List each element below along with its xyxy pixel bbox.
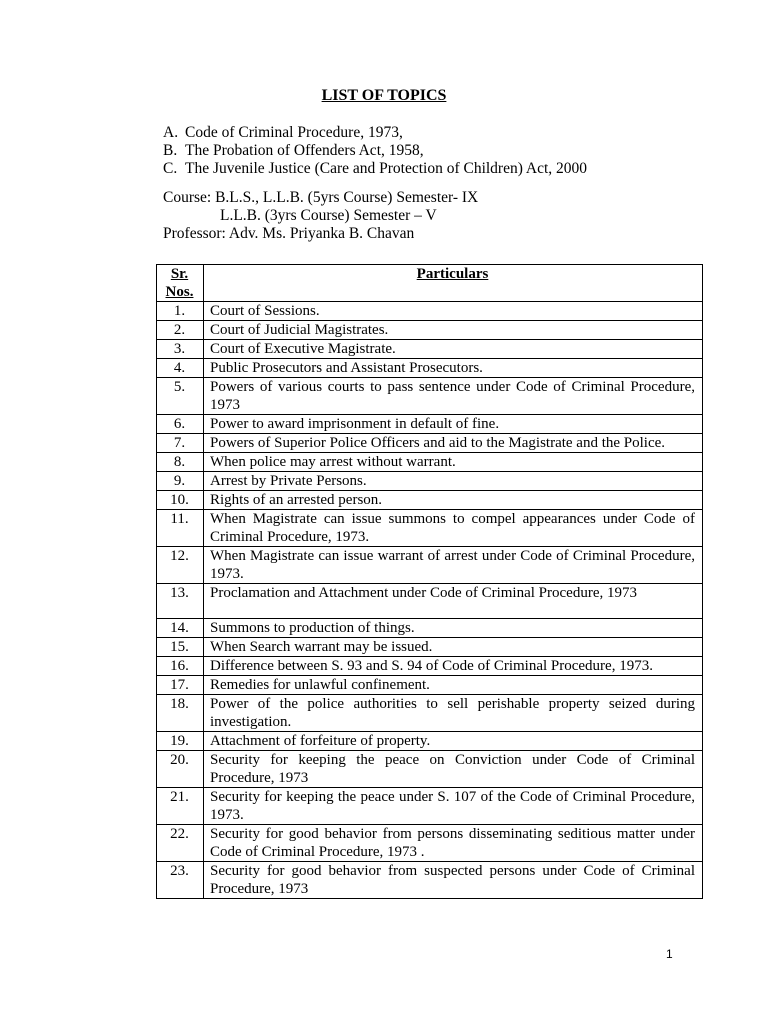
row-topic: When Search warrant may be issued. bbox=[204, 638, 703, 657]
table-row bbox=[157, 638, 703, 657]
table-row bbox=[157, 302, 703, 321]
table-row bbox=[157, 695, 703, 732]
row-number: 10. bbox=[157, 491, 204, 510]
topics-table bbox=[156, 264, 703, 899]
act-item-a bbox=[163, 124, 587, 142]
row-topic: When police may arrest without warrant. bbox=[204, 453, 703, 472]
table-row bbox=[157, 676, 703, 695]
row-number: 20. bbox=[157, 751, 204, 788]
row-topic: Powers of Superior Police Officers and aid to the Magistrate and the Police. bbox=[204, 434, 703, 453]
page-title: LIST OF TOPICS bbox=[321, 87, 447, 104]
row-topic: Security for good behavior from suspected persons under Code of Criminal Procedure, 1973 bbox=[204, 862, 703, 899]
row-number: 4. bbox=[157, 359, 204, 378]
act-item-b bbox=[163, 142, 587, 160]
row-topic: Power of the police authorities to sell perishable property seized during investigation. bbox=[204, 695, 703, 732]
course-line-2: L.L.B. (3yrs Course) Semester – V bbox=[220, 207, 437, 224]
header-particulars: Particulars bbox=[204, 265, 703, 302]
row-topic: Attachment of forfeiture of property. bbox=[204, 732, 703, 751]
row-number: 3. bbox=[157, 340, 204, 359]
row-number: 1. bbox=[157, 302, 204, 321]
table-row bbox=[157, 453, 703, 472]
row-number: 14. bbox=[157, 619, 204, 638]
row-number: 9. bbox=[157, 472, 204, 491]
act-title: Code of Criminal Procedure, 1973, bbox=[185, 124, 403, 141]
table-row bbox=[157, 340, 703, 359]
professor-line: Professor: Adv. Ms. Priyanka B. Chavan bbox=[163, 225, 415, 242]
row-number: 7. bbox=[157, 434, 204, 453]
row-topic: Powers of various courts to pass sentence under Code of Criminal Procedure, 1973 bbox=[204, 378, 703, 415]
table-row bbox=[157, 619, 703, 638]
row-topic: Summons to production of things. bbox=[204, 619, 703, 638]
table-row bbox=[157, 359, 703, 378]
table-row bbox=[157, 321, 703, 340]
row-number: 5. bbox=[157, 378, 204, 415]
page-number: 1 bbox=[666, 947, 673, 961]
act-item-c bbox=[163, 160, 587, 178]
row-number: 16. bbox=[157, 657, 204, 676]
row-topic: Court of Judicial Magistrates. bbox=[204, 321, 703, 340]
row-topic: When Magistrate can issue summons to compel appearances under Code of Criminal Procedure, 1973. bbox=[204, 510, 703, 547]
table-row bbox=[157, 434, 703, 453]
row-topic: Court of Sessions. bbox=[204, 302, 703, 321]
act-title: The Probation of Offenders Act, 1958, bbox=[185, 142, 424, 159]
row-number: 17. bbox=[157, 676, 204, 695]
header-sr-nos: Sr. Nos. bbox=[157, 265, 204, 302]
act-title: The Juvenile Justice (Care and Protection of Children) Act, 2000 bbox=[185, 160, 588, 177]
row-topic: Security for keeping the peace on Conviction under Code of Criminal Procedure, 1973 bbox=[204, 751, 703, 788]
row-number: 11. bbox=[157, 510, 204, 547]
table-row bbox=[157, 510, 703, 547]
row-topic: Court of Executive Magistrate. bbox=[204, 340, 703, 359]
row-topic: Arrest by Private Persons. bbox=[204, 472, 703, 491]
table-row bbox=[157, 472, 703, 491]
row-topic: When Magistrate can issue warrant of arrest under Code of Criminal Procedure, 1973. bbox=[204, 547, 703, 584]
table-row bbox=[157, 657, 703, 676]
table-row bbox=[157, 491, 703, 510]
table-row bbox=[157, 547, 703, 584]
row-number: 8. bbox=[157, 453, 204, 472]
row-topic: Security for keeping the peace under S. 107 of the Code of Criminal Procedure, 1973. bbox=[204, 788, 703, 825]
row-number: 2. bbox=[157, 321, 204, 340]
table-row bbox=[157, 415, 703, 434]
row-number: 12. bbox=[157, 547, 204, 584]
table-row bbox=[157, 378, 703, 415]
row-topic: Security for good behavior from persons disseminating seditious matter under Code of Criminal Procedure, 1973 . bbox=[204, 825, 703, 862]
table-row bbox=[157, 788, 703, 825]
row-topic: Remedies for unlawful confinement. bbox=[204, 676, 703, 695]
row-number: 15. bbox=[157, 638, 204, 657]
acts-list bbox=[163, 124, 587, 178]
act-letter: C. bbox=[163, 160, 178, 177]
row-topic: Public Prosecutors and Assistant Prosecutors. bbox=[204, 359, 703, 378]
row-topic: Power to award imprisonment in default of fine. bbox=[204, 415, 703, 434]
row-topic: Proclamation and Attachment under Code of Criminal Procedure, 1973 bbox=[204, 584, 703, 619]
table-header-row bbox=[157, 265, 703, 302]
table-row bbox=[157, 825, 703, 862]
row-number: 23. bbox=[157, 862, 204, 899]
act-letter: A. bbox=[163, 124, 179, 141]
table-row bbox=[157, 751, 703, 788]
row-number: 22. bbox=[157, 825, 204, 862]
table-row bbox=[157, 732, 703, 751]
act-letter: B. bbox=[163, 142, 178, 159]
row-number: 6. bbox=[157, 415, 204, 434]
row-number: 13. bbox=[157, 584, 204, 619]
row-number: 21. bbox=[157, 788, 204, 825]
row-number: 19. bbox=[157, 732, 204, 751]
row-topic: Difference between S. 93 and S. 94 of Code of Criminal Procedure, 1973. bbox=[204, 657, 703, 676]
row-number: 18. bbox=[157, 695, 204, 732]
row-topic: Rights of an arrested person. bbox=[204, 491, 703, 510]
table-row bbox=[157, 862, 703, 899]
course-info bbox=[163, 189, 478, 243]
table-row bbox=[157, 584, 703, 619]
course-line-1: Course: B.L.S., L.L.B. (5yrs Course) Semester- IX bbox=[163, 189, 479, 206]
